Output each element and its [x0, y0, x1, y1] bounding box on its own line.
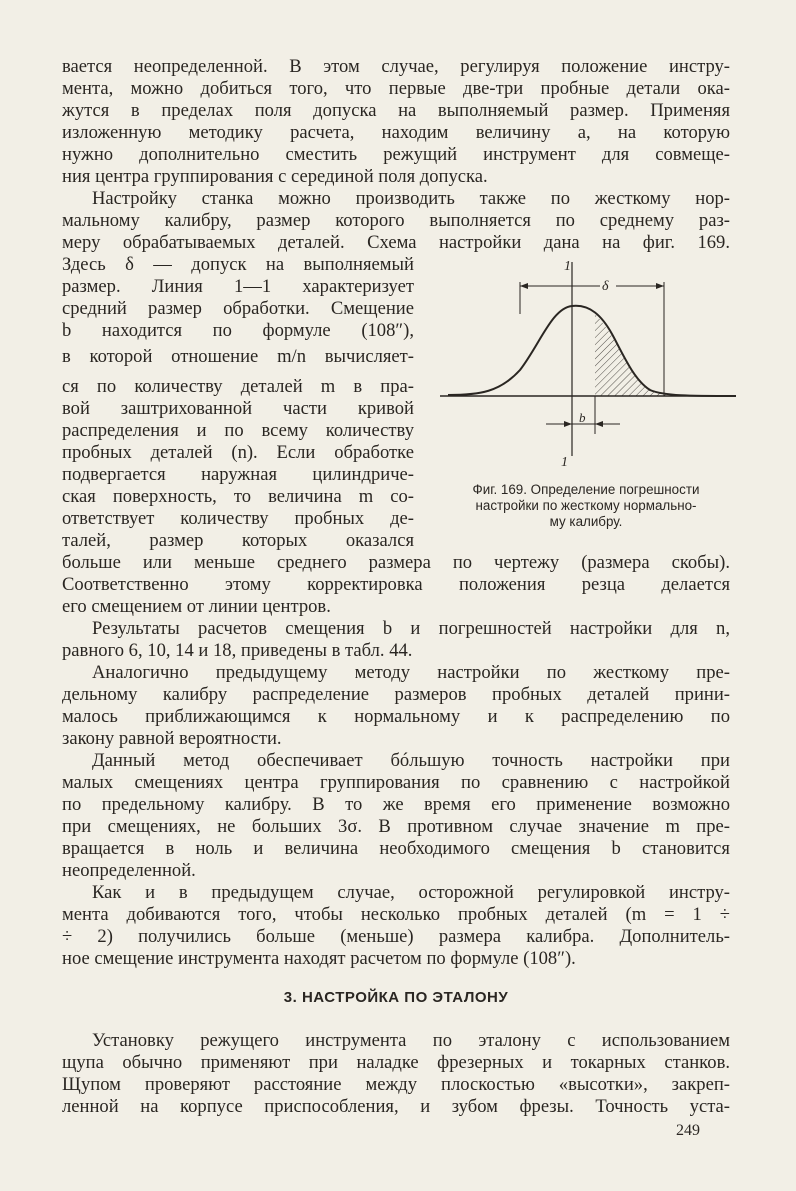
text-line: мальному калибру, размер которого выполняется по среднему раз- [62, 210, 730, 231]
figure-169-normal-distribution [440, 252, 740, 472]
text-line: пробных деталей (n). Если обработке [62, 442, 414, 463]
text-line: неопределенной. [62, 860, 196, 881]
text-line: ленной на корпусе приспособления, и зубом фрезы. Точность уста- [62, 1096, 730, 1117]
text-line: по предельному калибру. В то же время его применение возможно [62, 794, 730, 815]
text-line: b находится по формуле (108″), [62, 320, 414, 341]
text-line: ÷ 2) получились больше (меньше) размера калибра. Дополнитель- [62, 926, 730, 947]
label-b: b [579, 410, 586, 425]
label-delta: δ [602, 279, 609, 294]
label-1-bottom: 1 [561, 455, 568, 470]
text-line: Данный метод обеспечивает бóльшую точность настройки при [92, 750, 730, 771]
text-line: мента, можно добиться того, что первые две-три пробные детали ока- [62, 78, 730, 99]
text-line: Соответственно этому корректировка положения резца делается [62, 574, 730, 595]
text-line: Как и в предыдущем случае, осторожной регулировкой инстру- [92, 882, 730, 903]
text-line: вращается в ноль и величина необходимого смещения b становится [62, 838, 730, 859]
text-line: средний размер обработки. Смещение [62, 298, 414, 319]
text-line: Здесь δ — допуск на выполняемый [62, 254, 414, 275]
text-line: малось приближающимся к нормальному и к распределению по [62, 706, 730, 727]
text-line: Настройку станка можно производить также по жесткому нор- [92, 188, 730, 209]
text-line: щупа обычно применяют при наладке фрезерных и токарных станков. [62, 1052, 730, 1073]
text-line: закону равной вероятности. [62, 728, 282, 749]
text-line: Результаты расчетов смещения b и погрешностей настройки для n, [92, 618, 730, 639]
text-line: ся по количеству деталей m в пра- [62, 376, 414, 397]
text-line: распределения и по всему количеству [62, 420, 414, 441]
text-line: дельному калибру распределение размеров пробных деталей прини- [62, 684, 730, 705]
text-line: в которой отношение m/n вычисляет- [62, 346, 414, 367]
text-line: жутся в пределах поля допуска на выполняемый размер. Применяя [62, 100, 730, 121]
text-line: размер. Линия 1—1 характеризует [62, 276, 414, 297]
text-line: талей, размер которых оказался [62, 530, 414, 551]
text-line: при смещениях, не больших 3σ. В противном случае значение m пре- [62, 816, 730, 837]
text-line: ния центра группирования с серединой поля допуска. [62, 166, 488, 187]
page-number: 249 [676, 1122, 700, 1139]
text-line: ответствует количеству пробных де- [62, 508, 414, 529]
text-line: мента добиваются того, чтобы несколько пробных деталей (m = 1 ÷ [62, 904, 730, 925]
text-line: меру обрабатываемых деталей. Схема настройки дана на фиг. 169. [62, 232, 730, 253]
figure-caption [440, 482, 732, 530]
text-line: вой заштрихованной части кривой [62, 398, 414, 419]
text-line: изложенную методику расчета, находим величину a, на которую [62, 122, 730, 143]
text-line: Аналогично предыдущему методу настройки по жесткому пре- [92, 662, 730, 683]
text-line: ская поверхность, то величина m со- [62, 486, 414, 507]
text-line: нужно дополнительно сместить режущий инструмент для совмеще- [62, 144, 730, 165]
caption-line: настройки по жесткому нормально- [475, 498, 697, 513]
text-line: Щупом проверяют расстояние между плоскостью «высотки», закреп- [62, 1074, 730, 1095]
text-line: Установку режущего инструмента по эталону с использованием [92, 1030, 730, 1051]
text-line: малых смещениях центра группирования по сравнению с настройкой [62, 772, 730, 793]
text-line: его смещением от линии центров. [62, 596, 331, 617]
caption-line: му калибру. [549, 514, 623, 529]
caption-line: Фиг. 169. Определение погрешности [472, 482, 700, 497]
section-heading: 3. НАСТРОЙКА ПО ЭТАЛОНУ [283, 989, 509, 1006]
text-line: больше или меньше среднего размера по чертежу (размера скобы). [62, 552, 730, 573]
text-line: ное смещение инструмента находят расчетом по формуле (108″). [62, 948, 576, 969]
label-1-top: 1 [564, 259, 571, 274]
text-line: подвергается наружная цилиндриче- [62, 464, 414, 485]
text-line: равного 6, 10, 14 и 18, приведены в табл. 44. [62, 640, 413, 661]
distribution-curve [448, 306, 736, 396]
text-line: вается неопределенной. В этом случае, регулируя положение инстру- [62, 56, 730, 77]
